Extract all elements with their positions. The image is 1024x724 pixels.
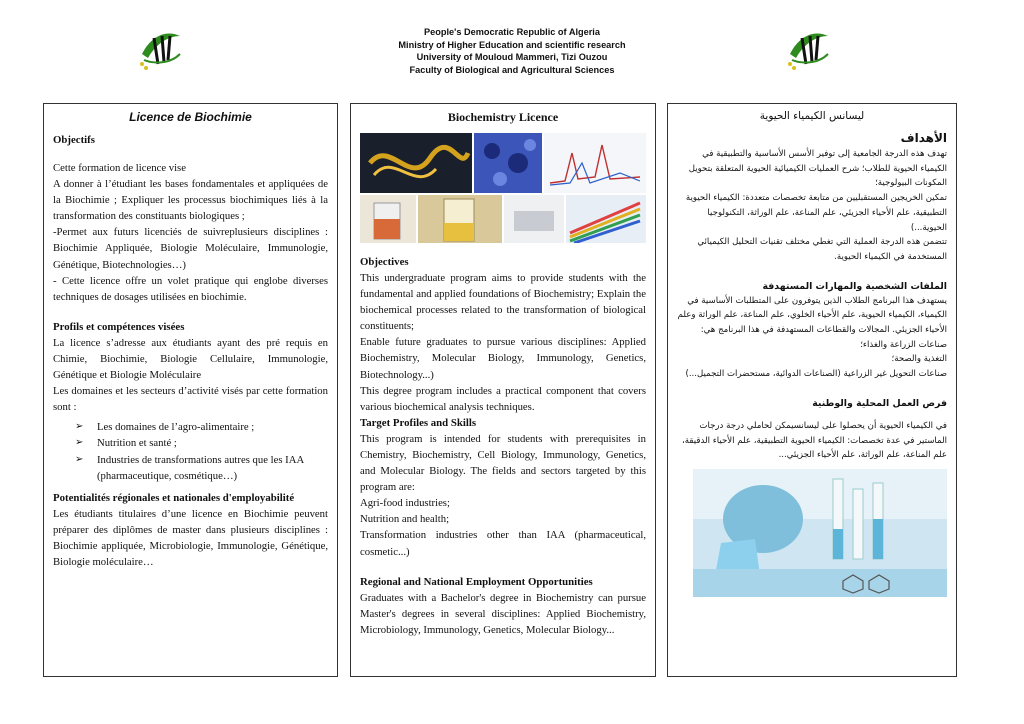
french-profiles-p1: La licence s’adresse aux étudiants ayant des pré requis en Chimie, Biochimie, Biologie Cellulaire, Immunologie, Génétique et Biologie Moléculaire — [53, 336, 328, 382]
english-title: Biochemistry Licence — [447, 110, 559, 124]
french-profiles-heading: Profils et compétences visées — [53, 320, 185, 333]
english-profiles-l3: Transformation industries other than IAA (pharmaceutical, cosmetic...) — [360, 529, 646, 558]
arabic-objectives-p1: تهدف هذه الدرجة الجامعية إلى توفير الأسس الأساسية والتطبيقية في الكيمياء الحيوية للطلاب؛ شرح العمليات الكيميائية الحيوية المتعلقة بتحويل المكونات البيولوجية؛ — [688, 149, 947, 189]
english-profiles-l1: Agri-food industries; — [360, 497, 450, 510]
page-header — [300, 26, 724, 76]
english-objectives-p1: This undergraduate program aims to provide students with the fundamental and applied foundations of Biochemistry; Explain the biochemical processes related to the transformation of biological constituents; — [360, 272, 646, 333]
arabic-profiles-l1: صناعات الزراعة والغذاء؛ — [860, 339, 947, 350]
french-title: Licence de Biochimie — [129, 110, 252, 124]
french-objectives-p2: A donner à l’étudiant les bases fondamentales et appliquées de la Biochimie ; Expliquer les processus biochimiques liés à la transformation des constituants biologiques ; — [53, 178, 328, 223]
english-objectives-p2: Enable future graduates to pursue various disciplines: Applied Biochemistry, Molecular Biology, Immunology, Genetics, Biotechnology...) — [360, 336, 646, 381]
list-item: ➢ Les domaines de l’agro-alimentaire ; — [75, 419, 328, 435]
list-item: ➢ Nutrition et santé ; — [75, 435, 328, 451]
header-line-3: University of Mouloud Mammeri, Tizi Ouzou — [416, 52, 608, 63]
university-logo-right — [782, 24, 834, 72]
french-employability-heading: Potentialités régionales et nationales d'employabilité — [53, 491, 295, 504]
english-objectives-p3: This degree program includes a practical component that covers various biochemical analysis techniques. — [360, 384, 646, 413]
arabic-objectives-p3: تتضمن هذه الدرجة العملية التي تغطي مختلف تقنيات التحليل الكيميائي المستخدمة في الكيمياء الحيوية. — [697, 237, 947, 262]
arabic-objectives-heading: الأهداف — [900, 131, 947, 145]
header-line-2: Ministry of Higher Education and scientific research — [398, 39, 626, 50]
header-line-1: People's Democratic Republic of Algeria — [424, 27, 600, 37]
french-objectives-heading: Objectifs — [53, 134, 95, 146]
english-objectives-heading: Objectives — [360, 256, 409, 268]
english-profiles-p1: This program is intended for students with prerequisites in Chemistry, Biochemistry, Cell Biology, Immunology, Genetics, and Molecular Biology. The fields and sectors targeted by this program are: — [360, 432, 646, 494]
english-employment-text: Graduates with a Bachelor's degree in Biochemistry can pursue Master's degrees in several disciplines: Applied Biochemistry, Microbiology, Immunology, Genetics, Molecular Biology... — [360, 591, 646, 636]
french-column — [43, 103, 338, 677]
english-profiles-l2: Nutrition and health; — [360, 513, 450, 526]
arabic-profiles-p1: يستهدف هذا البرنامج الطلاب الذين يتوفرون على المتطلبات الأساسية في الكيمياء، الكيمياء الحيوية، علم الأحياء الخلوي، علم المناعة، علم الوراثة وعلم الأحياء الجزيئي. المجالات والقطاعات المستهدفة في هذا البرنامج هي: — [677, 295, 947, 336]
biochemistry-collage-image — [360, 133, 646, 243]
french-profiles-p2: Les domaines et les secteurs d’activité visés par cette formation sont : — [53, 385, 328, 414]
arabic-title: ليسانس الكيمياء الحيوية — [759, 110, 865, 122]
arabic-profiles-l2: التغذية والصحة؛ — [891, 354, 947, 365]
arabic-column — [667, 103, 957, 677]
french-objectives-p3: -Permet aux futurs licenciés de suivreplusieurs disciplines : Biochimie Appliquée, Biologie Moléculaire, Immunologie, Génétique, Biotechnologies…) — [53, 226, 328, 271]
french-sector-list — [53, 419, 328, 483]
arabic-profiles-l3: صناعات التحويل غير الزراعية (الصناعات الدوائية، مستحضرات التجميل...) — [685, 369, 947, 380]
arabic-jobs-heading: فرص العمل المحلية والوطنية — [812, 397, 947, 409]
french-employability-text: Les étudiants titulaires d’une licence en Biochimie peuvent préparer des diplômes de master dans plusieurs disciplines : Biochimie appliquée, Microbiologie, Immunologie, Génétique, Biologie moléculaire… — [53, 507, 328, 568]
list-item: ➢ Industries de transformations autres que les IAA (pharmaceutique, cosmétique…) — [75, 452, 328, 484]
arabic-objectives-p2: تمكين الخريجين المستقبليين من متابعة تخصصات متعددة: الكيمياء الحيوية التطبيقية، علم الأحياء الجزيئي، علم المناعة، علم الوراثة، التكنولوجيا الحيوية...) — [685, 193, 947, 233]
french-objectives-p4: - Cette licence offre un volet pratique qui englobe diverses techniques de dosages utilisées en biochimie. — [53, 274, 328, 303]
english-column — [350, 103, 656, 677]
arabic-profiles-heading: الملفات الشخصية والمهارات المستهدفة — [762, 280, 947, 292]
arabic-jobs-text: في الكيمياء الحيوية أن يحصلوا على ليسانسيمكن لحاملي درجة درجات الماستير في عدة تخصصات: الكيمياء الحيوية التطبيقية، علم الأحياء الدقيقة، علم المناعة، علم الوراثة، علم الأحياء الجزيئي... — [682, 420, 947, 461]
laboratory-photo — [693, 469, 947, 597]
french-objectives-intro: Cette formation de licence vise — [53, 162, 186, 174]
english-employment-heading: Regional and National Employment Opportunities — [360, 575, 593, 588]
english-profiles-heading: Target Profiles and Skills — [360, 416, 477, 429]
university-logo-left — [134, 24, 186, 72]
header-line-4: Faculty of Biological and Agricultural Sciences — [409, 64, 615, 75]
